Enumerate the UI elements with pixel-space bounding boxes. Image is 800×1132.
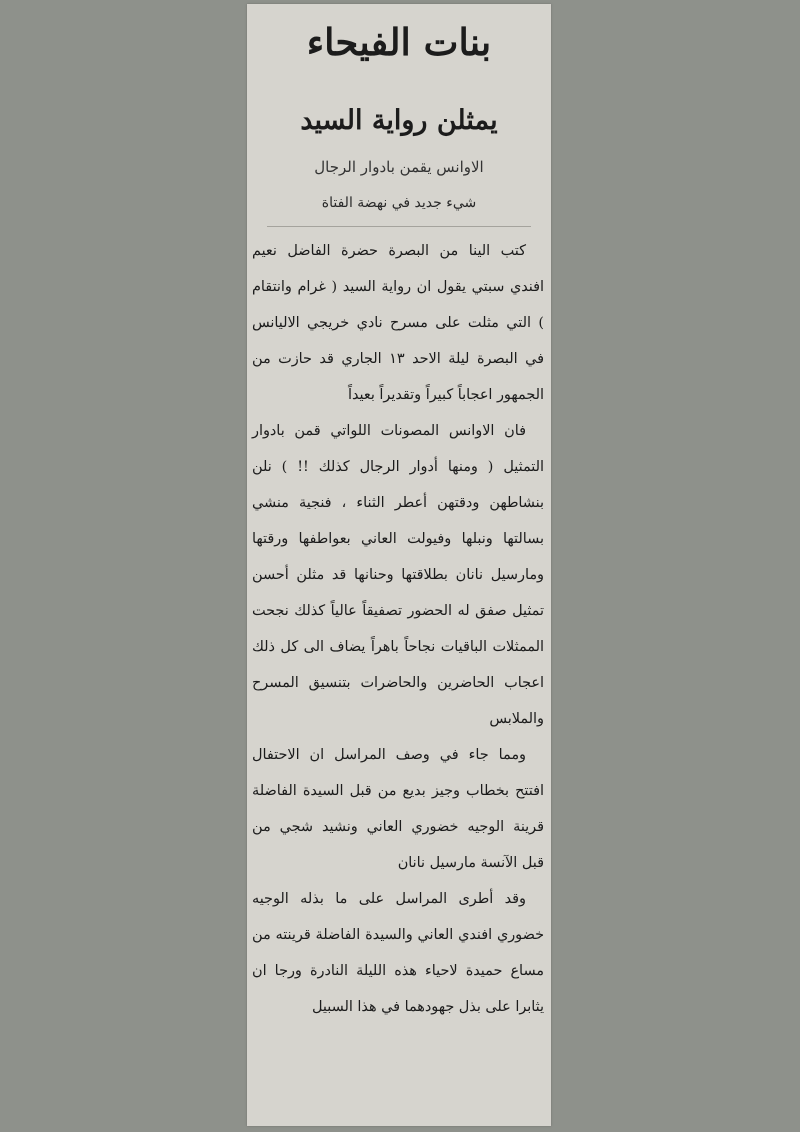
- article-paragraph: ومما جاء في وصف المراسل ان الاحتفال افتتح بخطاب وجيز بديع من قبل السيدة الفاضلة قرينة الوجيه خضوري العاني ونشيد شجي من قبل الآنسة مارسيل نانان: [252, 747, 544, 871]
- article-paragraph: وقد أطرى المراسل على ما بذله الوجيه خضوري افندي العاني والسيدة الفاضلة قرينته من مساع حميدة لاحياء هذه الليلة النادرة ورجا ان يثابرا على بذل جهودهما في هذا السبيل: [252, 891, 544, 1015]
- article-paragraph: كتب الينا من البصرة حضرة الفاضل نعيم افندي سبتي يقول ان رواية السيد ( غرام وانتقام ) التي مثلت على مسرح نادي خريجي الاليانس في البصرة ليلة الاحد ١٣ الجاري قد حازت من الجمهور اعجاباً كبيراً وتقديراً بعيداً: [252, 243, 544, 403]
- divider: [267, 226, 531, 227]
- article-headline: بنات الفيحاء: [306, 20, 492, 64]
- article-deck-secondary: شيء جديد في نهضة الفتاة: [321, 195, 477, 211]
- newspaper-clipping: [247, 4, 551, 1126]
- article-subheadline: يمثلن رواية السيد: [300, 105, 498, 136]
- article-deck: الاوانس يقمن بادوار الرجال: [314, 158, 484, 176]
- article-paragraph: فان الاوانس المصونات اللواتي قمن بادوار التمثيل ( ومنها أدوار الرجال كذلك !! ) نلن بنشاطهن ودقتهن أعطر الثناء ، فنجية منشي بسالتها ونبلها وفيولت العاني بعواطفها ورقتها ومارسيل نانان بطلاقتها وحنانها قد مثلن أحسن تمثيل صفق له الحضور تصفيقاً عالياً كذلك نجحت الممثلات الباقيات نجاحاً باهراً يضاف الى كل ذلك اعجاب الحاضرين والحاضرات بتنسيق المسرح والملابس: [252, 423, 544, 727]
- article-body: [247, 233, 551, 1025]
